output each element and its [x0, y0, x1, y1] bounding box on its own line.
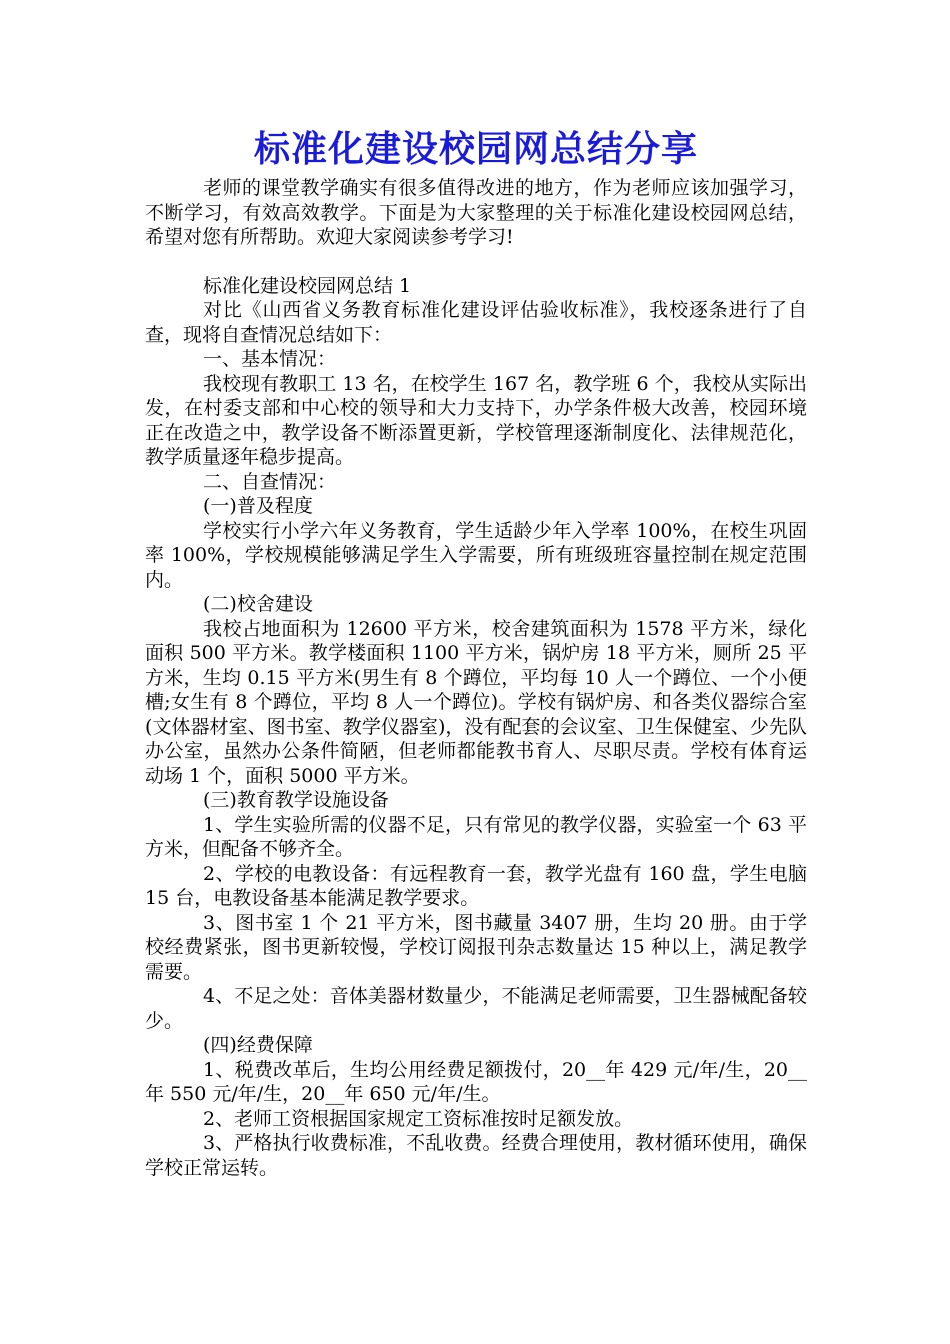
spacer: [145, 250, 807, 274]
facility-item-3: 3、图书室 1 个 21 平方米，图书藏量 3407 册，生均 20 册。由于学校经费紧张，图书更新较慢，学校订阅报刊杂志数量达 15 种以上，满足教学需要。: [145, 911, 807, 983]
heading-facilities: (三)教育教学设施设备: [203, 789, 389, 811]
paragraph-buildings: 我校占地面积为 12600 平方米，校舍建筑面积为 1578 平方米，绿化面积 500 平方米。教学楼面积 1100 平方米，锅炉房 18 平方米，厕所 25 平方米，生均 0.15 平方米(男生有 8 个蹲位，平均每 10 人一个蹲位、一个小便槽;女生有 8 个蹲位，平均 8 人一个蹲位)。学校有锅炉房、和各类仪器综合室(文体器材室、图书室、教学仪器室)，没有配套的会议室、卫生保健室、少先队办公室，虽然办公条件简陋，但老师都能教书育人、尽职尽责。学校有体育运动场 1 个，面积 5000 平方米。: [145, 617, 807, 787]
document-title: 标准化建设校园网总结分享: [253, 129, 698, 170]
paragraph-popularization: 学校实行小学六年义务教育，学生适龄少年入学率 100%，在校生巩固率 100%，学校规模能够满足学生入学需要，所有班级班容量控制在规定范围内。: [145, 519, 807, 591]
facility-item-4: 4、不足之处：音体美器材数量少，不能满足老师需要，卫生器械配备较少。: [145, 985, 807, 1032]
paragraph-basic-situation: 我校现有教职工 13 名，在校学生 167 名，教学班 6 个，我校从实际出发，在村委支部和中心校的领导和大力支持下，办学条件极大改善，校园环境正在改造之中，教学设备不断添置更新，学校管理逐渐制度化、法律规范化，教学质量逐年稳步提高。: [145, 372, 807, 468]
section-title: 标准化建设校园网总结 1: [203, 274, 412, 297]
funding-item-2: 2、老师工资根据国家规定工资标准按时足额发放。: [203, 1107, 634, 1130]
heading-popularization: (一)普及程度: [203, 495, 313, 517]
funding-item-3: 3、严格执行收费标准，不乱收费。经费合理使用，教材循环使用，确保学校正常运转。: [145, 1132, 807, 1179]
funding-item-1: 1、税费改革后，生均公用经费足额拨付，20__年 429 元/年/生，20__年 550 元/年/生，20__年 650 元/年/生。: [145, 1058, 807, 1105]
facility-item-1: 1、学生实验所需的仪器不足，只有常见的教学仪器，实验室一个 63 平方米，但配备不够齐全。: [145, 813, 807, 860]
intro-paragraph: 老师的课堂教学确实有很多值得改进的地方，作为老师应该加强学习，不断学习，有效高效教学。下面是为大家整理的关于标准化建设校园网总结，希望对您有所帮助。欢迎大家阅读参考学习!: [145, 177, 807, 248]
document-page: [145, 124, 807, 1180]
facility-item-2: 2、学校的电教设备：有远程教育一套，教学光盘有 160 盘，学生电脑 15 台，电教设备基本能满足教学要求。: [145, 862, 807, 909]
heading-basic-situation: 一、基本情况：: [203, 348, 337, 370]
heading-buildings: (二)校舍建设: [203, 593, 313, 615]
paragraph-comparison: 对比《山西省义务教育标准化建设评估验收标准》，我校逐条进行了自查，现将自查情况总结如下：: [145, 299, 807, 346]
heading-funding: (四)经费保障: [203, 1034, 313, 1056]
heading-self-check: 二、自查情况：: [203, 470, 337, 493]
